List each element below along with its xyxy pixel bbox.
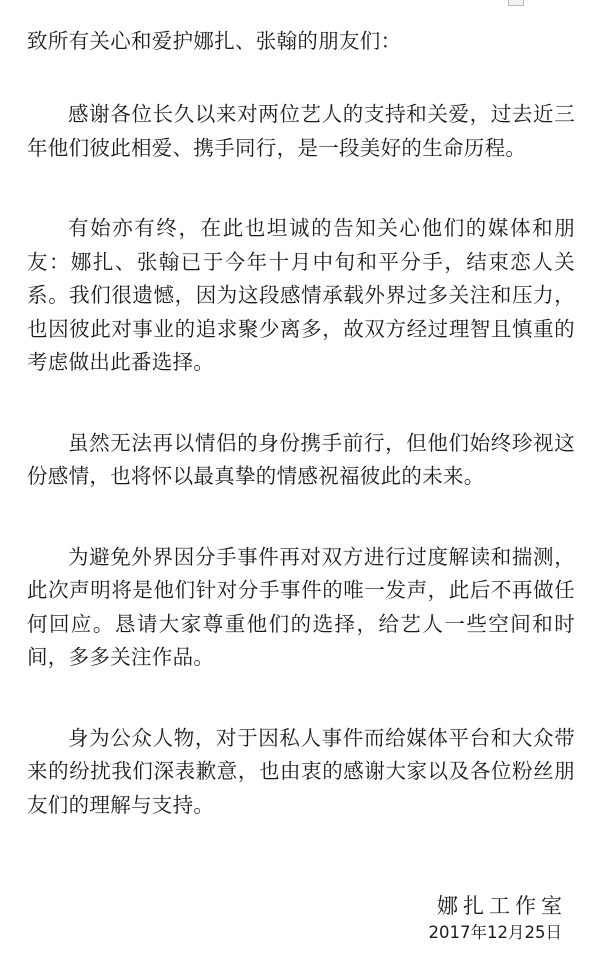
statement-letter [27,26,575,822]
paragraph-breakup-announcement: 有始亦有终，在此也坦诚的告知关心他们的媒体和朋友：娜扎、张翰已于今年十月中旬和平分手，结束恋人关系。我们很遗憾，因为这段感情承载外界过多关注和压力，也因彼此对事业的追求聚少离多，故双方经过理智且慎重的考虑做出此番选择。 [27,216,575,374]
paragraph-final-statement: 为避免外界因分手事件再对双方进行过度解读和揣测，此次声明将是他们针对分手事件的唯一发声，此后不再做任何回应。恳请大家尊重他们的选择，给艺人一些空间和时间，多多关注作品。 [27,544,575,669]
signature-organization: 娜扎工作室 [437,894,567,918]
signature-date: 2017年12月25日 [428,923,562,942]
paragraph-gratitude: 感谢各位长久以来对两位艺人的支持和关爱，过去近三年他们彼此相爱、携手同行，是一段美好的生命历程。 [27,102,575,160]
top-edge-marker [508,0,524,6]
paragraph-apology: 身为公众人物，对于因私人事件而给媒体平台和大众带来的纷扰我们深表歉意，也由衷的感谢大家以及各位粉丝朋友们的理解与支持。 [27,725,575,817]
salutation: 致所有关心和爱护娜扎、张翰的朋友们： [27,29,402,53]
paragraph-blessing: 虽然无法再以情侣的身份携手前行，但他们始终珍视这份感情，也将怀以最真挚的情感祝福彼此的未来。 [27,430,575,488]
signature-block [428,892,567,944]
